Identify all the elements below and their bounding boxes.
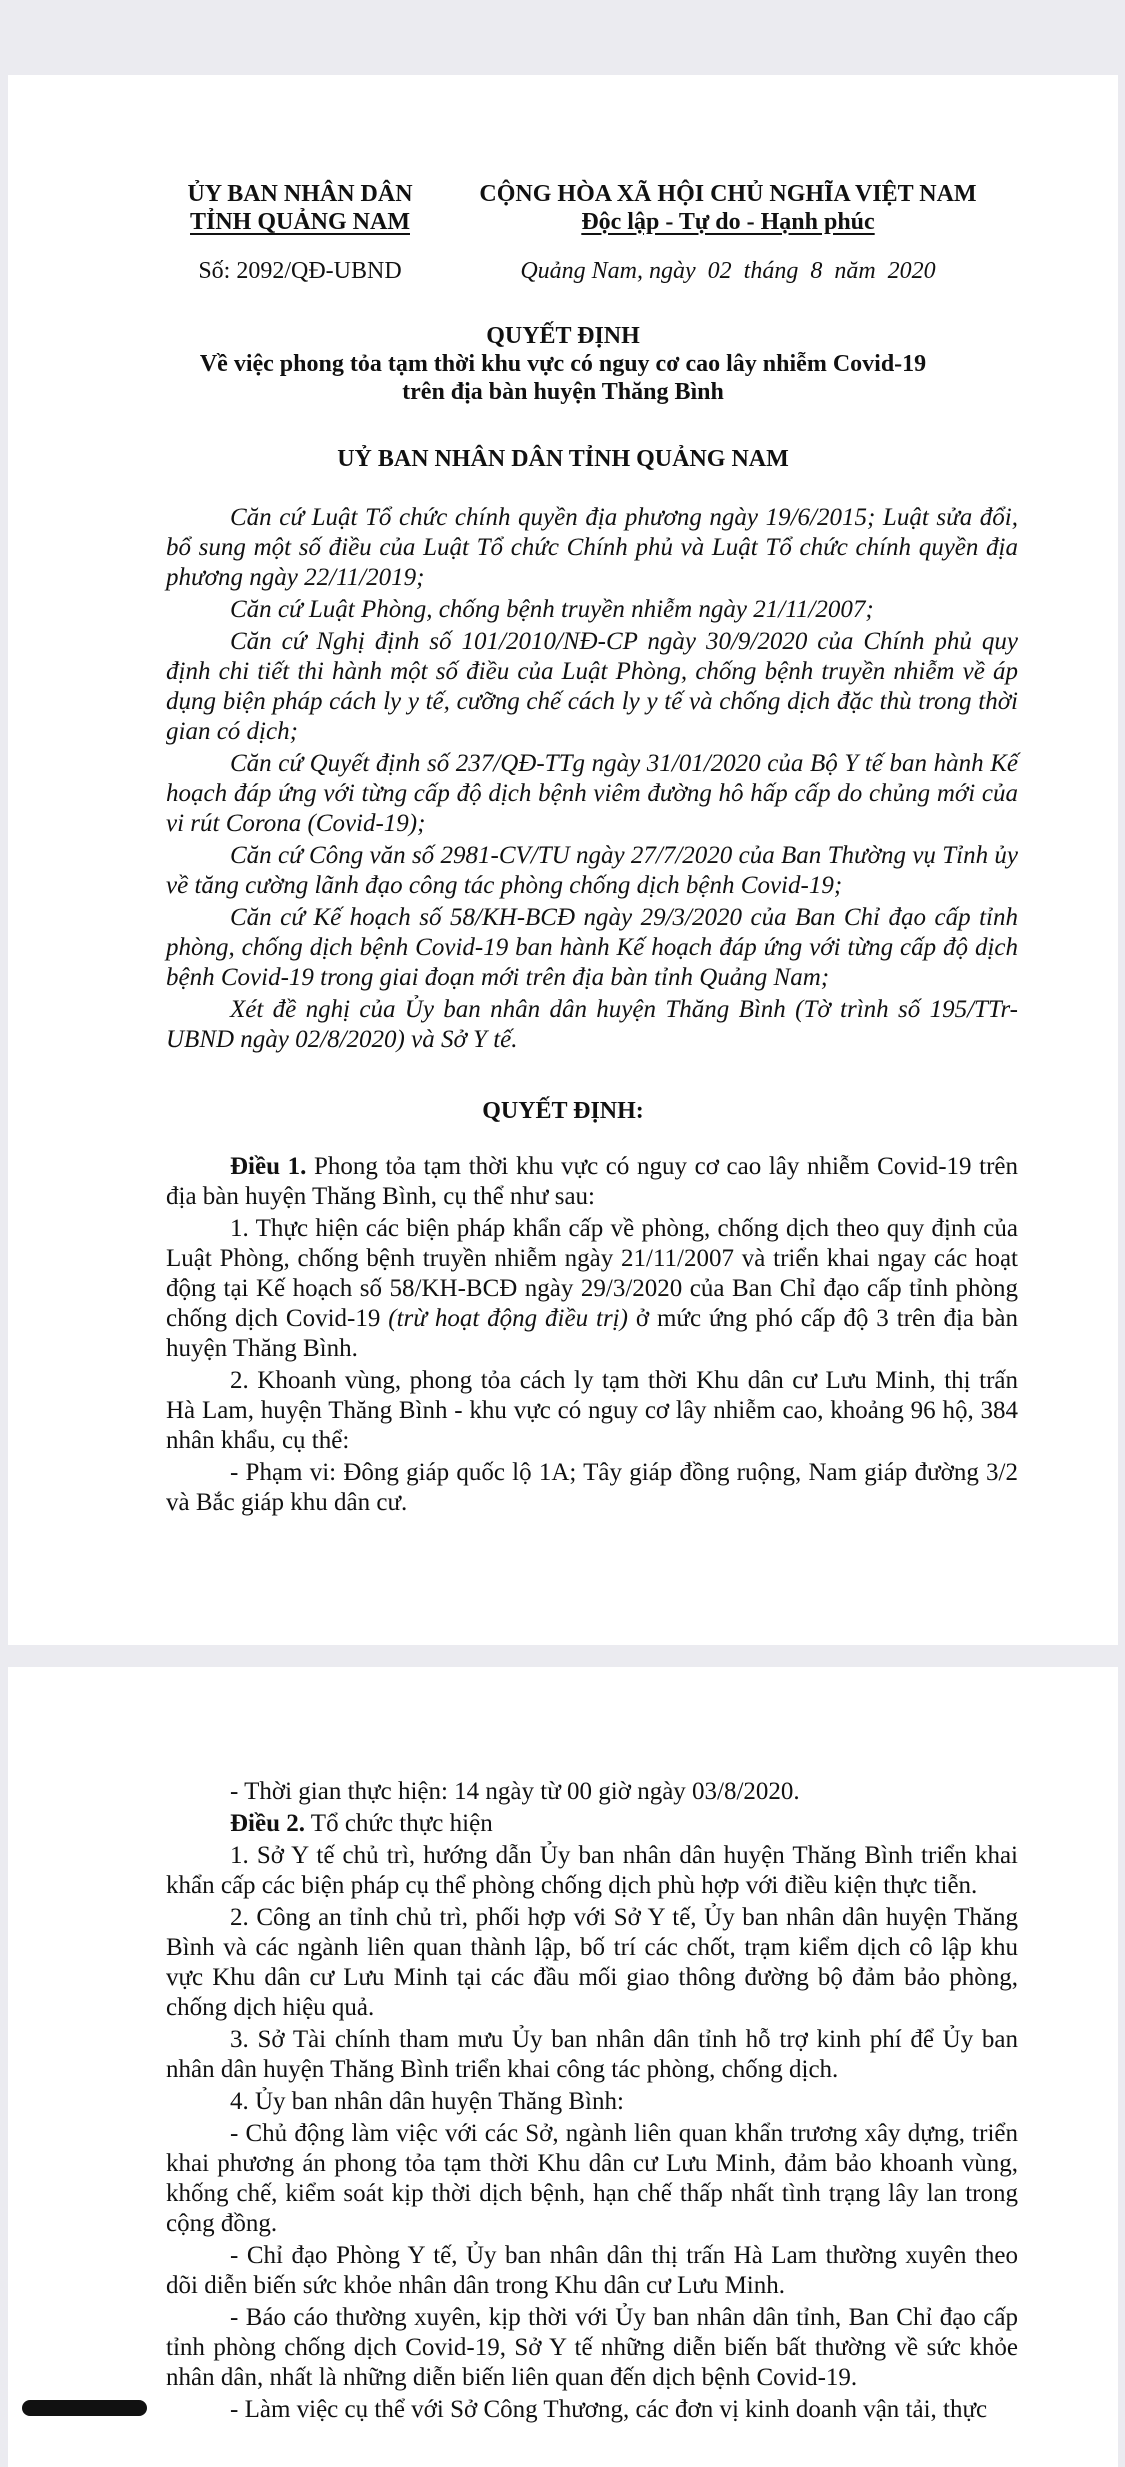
document-title: QUYẾT ĐỊNH xyxy=(486,323,640,349)
issuer-line-2 xyxy=(160,208,440,236)
basis-item: Xét đề nghị của Ủy ban nhân dân huyện Thăng Bình (Tờ trình số 195/TTr-UBND ngày 02/8/2020) và Sở Y tế. xyxy=(166,996,1018,1053)
issuer-province: TỈNH QUẢNG NAM xyxy=(190,209,410,235)
article-1-item-2: 2. Khoanh vùng, phong tỏa cách ly tạm thời Khu dân cư Lưu Minh, thị trấn Hà Lam, huyện Thăng Bình - khu vực có nguy cơ lây nhiễm cao, khoảng 96 hộ, 384 nhân khẩu, cụ thể: xyxy=(166,1367,1018,1454)
article-2-text: Tổ chức thực hiện xyxy=(305,1810,493,1837)
document-subtitle-2: trên địa bàn huyện Thăng Bình xyxy=(402,379,724,405)
article-2-item: 4. Ủy ban nhân dân huyện Thăng Bình: xyxy=(230,2088,624,2115)
national-header xyxy=(448,180,1008,236)
article-2-item: - Chỉ đạo Phòng Y tế, Ủy ban nhân dân thị trấn Hà Lam thường xuyên theo dõi diễn biến sức khỏe nhân dân trong Khu dân cư Lưu Minh. xyxy=(166,2242,1018,2299)
article-2-item: 2. Công an tỉnh chủ trì, phối hợp với Sở Y tế, Ủy ban nhân dân huyện Thăng Bình và các ngành liên quan thành lập, bố trí các chốt, trạm kiểm dịch cô lập khu vực Khu dân cư Lưu Minh tại các đầu mối giao thông đường bộ đảm bảo phòng, chống dịch hiệu quả. xyxy=(166,1904,1018,2021)
basis-item: Căn cứ Kế hoạch số 58/KH-BCĐ ngày 29/3/2020 của Ban Chỉ đạo cấp tỉnh phòng, chống dịch bệnh Covid-19 ban hành Kế hoạch đáp ứng với từng cấp độ dịch bệnh Covid-19 trong giai đoạn mới trên địa bàn tỉnh Quảng Nam; xyxy=(166,904,1018,991)
item-1-text: 1. Thực hiện các biện pháp khẩn cấp về phòng, chống dịch theo quy định của Luật Phòng, chống bệnh truyền nhiễm ngày 21/11/2007 và triển khai ngay các hoạt động tại Kế hoạch số 58/KH-BCĐ ngày 29/3/2020 của Ban Chỉ đạo cấp tỉnh phòng chống dịch Covid-19 xyxy=(166,1215,1018,1332)
article-1-label: Điều 1. xyxy=(230,1153,307,1180)
article-1-text: Phong tỏa tạm thời khu vực có nguy cơ cao lây nhiễm Covid-19 trên địa bàn huyện Thăng Bình, cụ thể như sau: xyxy=(166,1153,1019,1210)
page-2-content xyxy=(166,1777,1018,2427)
article-2-label: Điều 2. xyxy=(230,1810,305,1837)
issuer-block xyxy=(160,180,440,236)
item-1-exception: (trừ hoạt động điều trị) xyxy=(388,1305,628,1332)
article-2-item: - Làm việc cụ thể với Sở Công Thương, các đơn vị kinh doanh vận tải, thực xyxy=(230,2396,988,2423)
article-2-item: - Báo cáo thường xuyên, kịp thời với Ủy ban nhân dân tỉnh, Ban Chỉ đạo cấp tỉnh phòng chống dịch Covid-19, Sở Y tế những diễn biến bất thường về sức khỏe nhân dân, nhất là những diễn biến liên quan đến dịch bệnh Covid-19. xyxy=(166,2304,1018,2391)
basis-item: Căn cứ Nghị định số 101/2010/NĐ-CP ngày 30/9/2020 của Chính phủ quy định chi tiết thi hành một số điều của Luật Phòng, chống bệnh truyền nhiễm về áp dụng biện pháp cách ly y tế, cưỡng chế cách ly y tế và chống dịch đặc thù trong thời gian có dịch; xyxy=(166,628,1018,745)
decision-heading: QUYẾT ĐỊNH: xyxy=(482,1098,644,1124)
article-2-item: - Chủ động làm việc với các Sở, ngành liên quan khẩn trương xây dựng, triển khai phương án phong tỏa tạm thời Khu dân cư Lưu Minh, đảm bảo khoanh vùng, khống chế, kiểm soát kịp thời dịch bệnh, hạn chế thấp nhất tình trạng lây lan trong cộng đồng. xyxy=(166,2120,1018,2237)
implementation-time: - Thời gian thực hiện: 14 ngày từ 00 giờ ngày 03/8/2020. xyxy=(230,1778,800,1805)
motto-wrap xyxy=(448,208,1008,236)
article-1-scope: - Phạm vi: Đông giáp quốc lộ 1A; Tây giáp đồng ruộng, Nam giáp đường 3/2 và Bắc giáp khu dân cư. xyxy=(166,1459,1018,1516)
article-2-heading xyxy=(166,1809,1018,1839)
basis-item: Căn cứ Công văn số 2981-CV/TU ngày 27/7/2020 của Ban Thường vụ Tỉnh ủy về tăng cường lãnh đạo công tác phòng chống dịch bệnh Covid-19; xyxy=(166,842,1018,899)
redaction-mark xyxy=(22,2400,147,2416)
country-name: CỘNG HÒA XÃ HỘI CHỦ NGHĨA VIỆT NAM xyxy=(479,181,977,207)
document-number: Số: 2092/QĐ-UBND xyxy=(198,258,402,284)
basis-item: Căn cứ Luật Tổ chức chính quyền địa phương ngày 19/6/2015; Luật sửa đổi, bổ sung một số điều của Luật Tổ chức Chính phủ và Luật Tổ chức chính quyền địa phương ngày 22/11/2019; xyxy=(166,504,1018,591)
document-date: Quảng Nam, ngày 02 tháng 8 năm 2020 xyxy=(520,258,936,284)
motto: Độc lập - Tự do - Hạnh phúc xyxy=(581,209,875,235)
article-1-intro xyxy=(166,1152,1018,1212)
document-page-2 xyxy=(8,1667,1118,2467)
issuer-line-1: ỦY BAN NHÂN DÂN xyxy=(187,181,413,207)
authority-heading: UỶ BAN NHÂN DÂN TỈNH QUẢNG NAM xyxy=(337,446,789,472)
basis-item: Căn cứ Luật Phòng, chống bệnh truyền nhiễm ngày 21/11/2007; xyxy=(230,596,874,623)
legal-bases xyxy=(166,503,1018,1057)
article-1 xyxy=(166,1152,1018,1520)
article-1-item-1 xyxy=(166,1214,1018,1364)
basis-item: Căn cứ Quyết định số 237/QĐ-TTg ngày 31/01/2020 của Bộ Y tế ban hành Kế hoạch đáp ứng với từng cấp độ dịch bệnh viêm đường hô hấp cấp do chủng mới của vi rút Corona (Covid-19); xyxy=(166,750,1018,837)
article-2-item: 3. Sở Tài chính tham mưu Ủy ban nhân dân tỉnh hỗ trợ kinh phí để Ủy ban nhân dân huyện Thăng Bình triển khai công tác phòng, chống dịch. xyxy=(166,2026,1018,2083)
document-page-1 xyxy=(8,75,1118,1645)
item-1-text-end: ở mức ứng phó cấp độ 3 trên địa bàn huyện Thăng Bình. xyxy=(166,1305,1018,1362)
article-2-item: 1. Sở Y tế chủ trì, hướng dẫn Ủy ban nhân dân huyện Thăng Bình triển khai khẩn cấp các biện pháp cụ thể phòng chống dịch phù hợp với điều kiện thực tiễn. xyxy=(166,1842,1018,1899)
document-subtitle-1: Về việc phong tỏa tạm thời khu vực có nguy cơ cao lây nhiễm Covid-19 xyxy=(199,351,927,377)
